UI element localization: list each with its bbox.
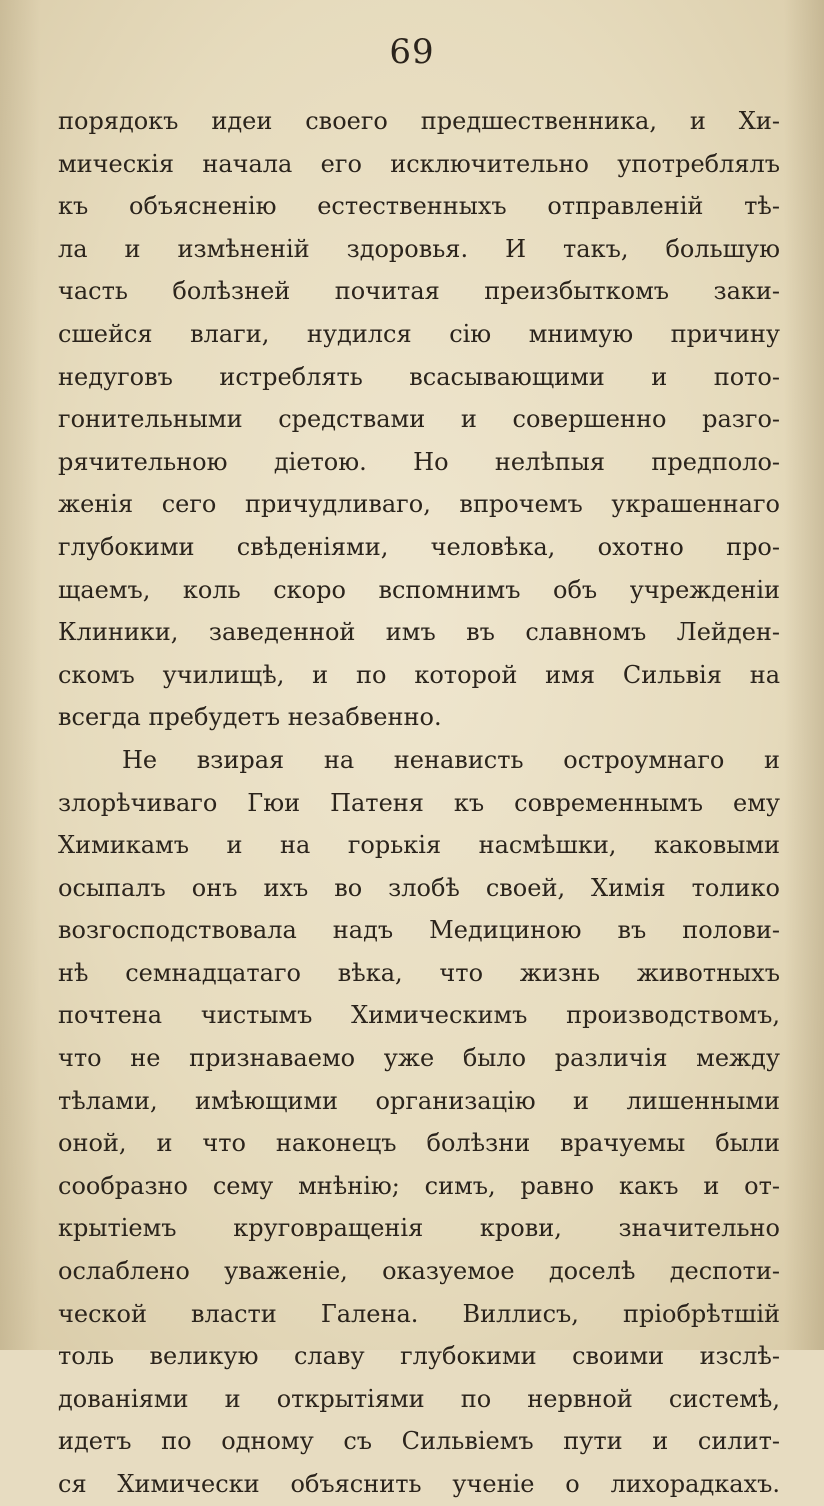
text-line: злорѣчиваго Гюи Патеня къ современнымъ ему [58,788,780,817]
body-text [58,100,780,1506]
text-line: гонительными средствами и совершенно разго- [58,405,780,434]
page-right-edge-shadow [784,0,824,1350]
text-line: нѣ семнадцатаго вѣка, что жизнь животныхъ [58,958,780,987]
text-line: къ объясненію естественныхъ отправленій тѣ- [58,192,780,221]
text-line: порядокъ идеи своего предшественника, и Хи- [58,107,780,135]
text-line: ся Химически объяснить ученіе о лихорадкахъ. [58,1470,780,1498]
text-line: Клиники, заведенной имъ въ славномъ Лейден- [58,618,780,647]
text-line: глубокими свѣденіями, человѣка, охотно про- [58,532,780,561]
text-line: осыпалъ онъ ихъ во злобѣ своей, Химія толико [58,873,780,902]
text-line: мическія начала его исключительно употреблялъ [58,149,780,178]
text-line: часть болѣзней почитая преизбыткомъ заки- [58,277,780,306]
text-line: Химикамъ и на горькія насмѣшки, каковыми [58,831,780,860]
text-line: скомъ училищѣ, и по которой имя Сильвія на [58,660,780,689]
paragraph-last-line: всегда пребудетъ незабвенно. [58,703,442,732]
text-line: возгосподствовала надъ Медициною въ полови- [58,916,780,945]
text-line: ческой власти Галена. Виллисъ, пріобрѣтшій [58,1299,780,1328]
text-line: идетъ по одному съ Сильвіемъ пути и силит- [58,1427,780,1456]
page-number: 69 [389,32,435,72]
text-line: толь великую славу глубокими своими изслѣ- [58,1342,780,1371]
text-line: что не признаваемо уже было различія между [58,1044,780,1073]
text-line: женія сего причудливаго, впрочемъ украшеннаго [58,490,780,519]
text-line: щаемъ, коль скоро вспомнимъ объ учрежденіи [58,575,780,604]
page-left-edge-shadow [0,0,40,1350]
text-line: ослаблено уваженіе, оказуемое доселѣ деспоти- [58,1257,780,1286]
text-line: рячительною діетою. Но нелѣпыя предполо- [58,447,780,476]
text-line: тѣлами, имѣющими организацію и лишенными [58,1086,780,1115]
text-line: крытіемъ круговращенія крови, значительно [58,1214,780,1243]
text-line: ла и измѣненій здоровья. И такъ, большую [58,234,780,263]
text-line: сообразно сему мнѣнію; симъ, равно какъ и от- [58,1171,780,1200]
text-line: сшейся влаги, нудился сію мнимую причину [58,319,780,348]
text-line: недуговъ истреблять всасывающими и пото- [58,362,780,391]
text-line: дованіями и открытіями по нервной системѣ, [58,1384,780,1413]
paragraph-first-line: Не взирая на ненависть остроумнаго и [122,745,780,774]
text-line: почтена чистымъ Химическимъ производствомъ, [58,1001,780,1030]
text-line: оной, и что наконецъ болѣзни врачуемы были [58,1129,780,1158]
